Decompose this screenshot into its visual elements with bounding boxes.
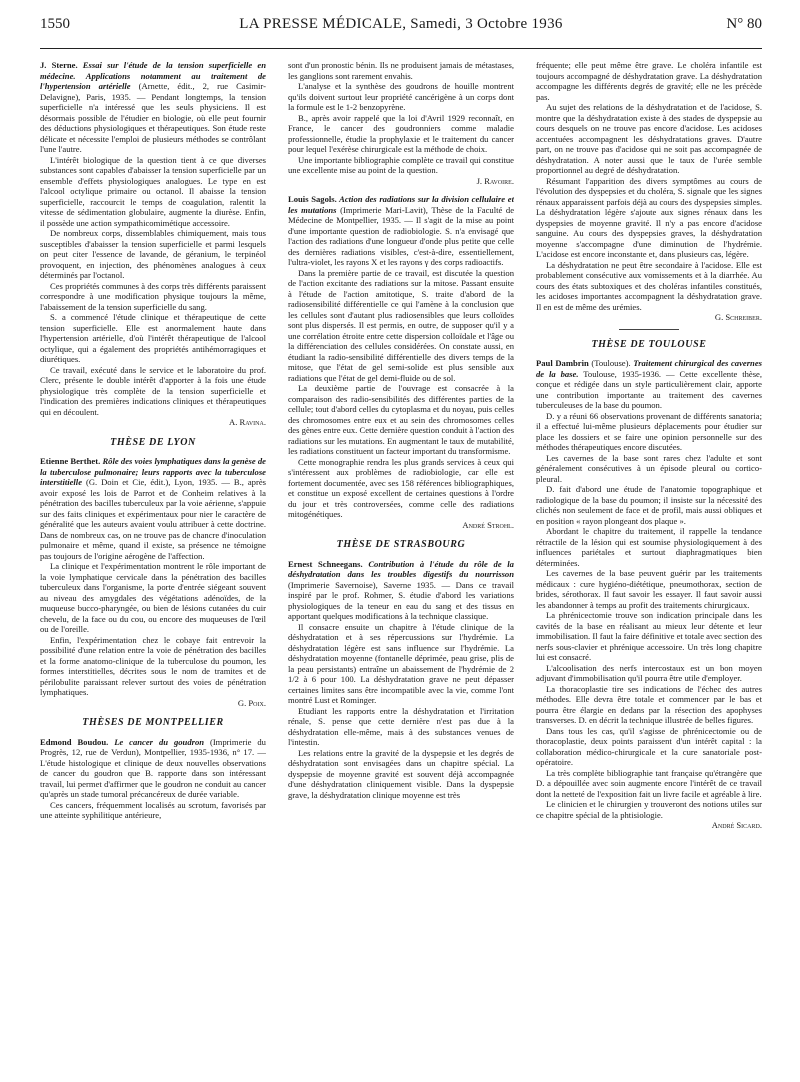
paragraph: Les relations entre la gravité de la dyspepsie et les degrés de déshydratation sont envisagées dans un chapitre spécial. La dyspepsie de moyenne gravité est souvent déjà accompagnée d'une déshydratation cliniquement visible. Dans la dyspepsie grave, la déshydratation clinique moyenne est très [288, 747, 514, 800]
paragraph: L'analyse et la synthèse des goudrons de houille montrent qu'ils doivent surtout leur propriété cancérigène à un corps dont la formule est le 1-2 benzopyrène. [288, 81, 514, 112]
entry-place: (Toulouse). [591, 358, 631, 368]
entry-title: Traitement chirurgical des cavernes de la base. [536, 358, 762, 379]
entry-reference: (Imprimerie du Progrès, 12, rue de Verdun), Montpellier, 1935-1936, n° 17. — L'étude histologique et clinique de deux nouvelles observations de cancer du goudron que B. rapporte dans son intéressant travail, lui permet d'affirmer que le goudron ne conduit au cancer qu'après un stade tumoral précancéreux de durée variable. [40, 736, 266, 799]
entry-author: J. Sterne. [40, 60, 78, 70]
review-entry [536, 358, 762, 411]
page-header [40, 14, 762, 49]
paragraph: L'alcoolisation des nerfs intercostaux est un bon moyen adjuvant d'immobilisation qu'il pourra être utile d'employer. [536, 662, 762, 683]
section-heading-lyon: THÈSE DE LYON [110, 436, 196, 448]
paragraph: Ce travail, exécuté dans le service et le laboratoire du prof. Clerc, présente le double intérêt d'apporter à la fois une étude physiologique très complète de la tension superficielle et l'indication des premières indications cliniques et thérapeutiques qui en découlent. [40, 364, 266, 417]
section-heading-strasbourg: THÈSE DE STRASBOURG [336, 539, 466, 550]
entry-title: Le cancer du goudron [114, 736, 205, 747]
entry-title: Action des radiations sur la division cellulaire et les mutations [288, 194, 514, 215]
section-heading-toulouse: THÈSE DE TOULOUSE [591, 338, 707, 350]
review-entry [288, 194, 514, 268]
paragraph: Au sujet des relations de la déshydratation et de l'acidose, S. montre que la déshydratation existe à des stades de dyspepsie au cours desquels on ne trouve pas encore d'acidose. Les acidoses accentuées accompagnent les déshydratations graves. D'autre part, on ne trouve pas d'acidose qui ne soit pas accompagnée de déshydratation. A noter aussi que le taux de l'urée semble proportionnel au degré de déshydratation. [536, 102, 762, 175]
paragraph: Les cavernes de la base peuvent guérir par les traitements médicaux : cure hygiéno-diététique, pneumothorax, section de brides, sérothorax. Il faut savoir les essayer. Il faut savoir aussi les abandonner à temps au profit des traitements chirurgicaux. [536, 568, 762, 610]
journal-title: LA PRESSE MÉDICALE, Samedi, 3 Octobre 1936 [239, 16, 563, 32]
entry-title: Essai sur l'étude de la tension superficielle en médecine. Applications notamment au traitement de l'hypertension artérielle [40, 60, 266, 91]
entry-author: Edmond Boudou. [40, 736, 109, 747]
paragraph: Enfin, l'expérimentation chez le cobaye fait entrevoir la possibilité d'une relation entre la voie de pénétration des bacilles et la forme anatomo-clinique de la tuberculose du poumon, les formes interstitielles, décrites sous le nom de tramites et de périlobulite paraissant relever surtout des voies de pénétration lymphatiques. [40, 634, 266, 697]
page-number: 1550 [40, 16, 70, 32]
article-columns [40, 60, 762, 1070]
entry-reference: (Imprimerie Mari-Lavit), Thèse de la Faculté de Médecine de Montpellier, 1935. — Il s'agit de la mise au point d'une importante question de radiobiologie. S. n'a envisagé que l'action des radiations d'une longueur d'onde plus petite que celle des dernières radiations visibles, c'est-à-dire, essentiellement, l'ultra-violet, les rayons X et les rayons γ des corps radioactifs. [288, 204, 514, 267]
entry-title: Contribution à l'étude du rôle de la déshydratation dans les troubles digestifs du nourrisson [288, 558, 514, 579]
review-entry [40, 60, 266, 155]
paragraph: Dans la première partie de ce travail, est discutée la question de l'action excitante des radiations sur la mitose. Passant ensuite à l'étude de l'action amitotique, S. traite d'abord de la radiosensibilité différentielle ce qui l'amène à la conclusion que les cellules sont d'autant plus radiosensibles que leurs colloïdes sont plus dispersés. Il est permis, en outre, de supposer qu'il y a une corrélation étroite entre cette dispersion colloïdale et l'âge ou la différenciation des cellules considérées. On constate aussi, en étudiant la radio-sensibilité différentielle des divers temps de la mitose, que l'état de gel semi-solide est plus sensible aux radiations que l'état de gel demi-fluide ou de sol. [288, 267, 514, 383]
section-divider [619, 329, 679, 330]
entry-reference: (Arnette, édit., 2, rue Casimir-Delavigne), Paris, 1935. — Pendant longtemps, la tension superficielle n'a intéressé que les seuls physiciens. Il est désormais possible de l'étudier en biologie, où elle peut fournir des déductions physiologiques et thérapeutiques. Son étude reste délicate et nécessite l'emploi de plusieurs méthodes se contrôlant l'une l'autre. [40, 81, 266, 154]
column-2 [288, 60, 514, 1070]
reviewer-signature: G. Schreiber. [714, 312, 762, 322]
entry-author: Paul Dambrin [536, 358, 589, 368]
paragraph: Une importante bibliographie complète ce travail qui constitue une excellente mise au point de la question. [288, 154, 514, 175]
paragraph: Etudiant les rapports entre la déshydratation et l'irritation rénale, S. pense que cette dernière n'est pas due à la déshydratation elle-même, mais à des substances venues de l'intestin. [288, 705, 514, 747]
review-entry [288, 559, 514, 622]
entry-reference: Toulouse, 1935-1936. — Cette excellente thèse, conçue et rédigée dans un style particulièrement clair, apporte une contribution importante au traitement des cavernes tuberculeuses de la base du poumon. [536, 368, 762, 410]
entry-title: Rôle des voies lymphatiques dans la genèse de la tuberculose pulmonaire; leurs rapports avec la tuberculose interstitielle [40, 456, 266, 487]
review-entry [40, 456, 266, 561]
paragraph: Le clinicien et le chirurgien y trouveront des notions utiles sur ce chapitre spécial de la phtisiologie. [536, 799, 762, 820]
paragraph: Ces cancers, fréquemment localisés au scrotum, favorisés par une atteinte syphilitique antérieure, [40, 799, 266, 820]
section-heading-montpellier: THÈSES DE MONTPELLIER [82, 717, 224, 728]
paragraph: Ces propriétés communes à des corps très différents paraissent correspondre à une modification physique toujours la même, l'abaissement de la tension superficielle du sang. [40, 280, 266, 312]
paragraph: La thoracoplastie tire ses indications de l'échec des autres méthodes. Elle devra être totale et commencer par le bas et pourra être élargie en dedans par la résection des apophyses transverses. D. en décrit la technique illustrée de belles figures. [536, 683, 762, 725]
entry-reference: (Imprimerie Savernoise), Saverne 1935. — Dans ce travail inspiré par le prof. Rohmer, S. étudie d'abord les variations physiologiques de la teneur en eau du sang et des tissus en apportant quelques modifications à la technique classique. [288, 579, 514, 621]
issue-number: N° 80 [726, 16, 762, 32]
paragraph: La clinique et l'expérimentation montrent le rôle important de la voie lymphatique cervicale dans la pénétration des bacilles tuberculeux dans l'organisme, la porte d'entrée siégeant souvent au niveau des amygdales des végétations adénoïdes, de la muqueuse bucco-pharyngée, ou bien de lésions cutanées du cuir chevelu, de la face ou du cou, ou encore des muqueuses de l'œil ou de l'oreille. [40, 561, 266, 634]
entry-reference: (G. Doin et Cie, édit.), Lyon, 1935. — B., après avoir exposé les lois de Parrot et de Conheim relatives à la pénétration des bacilles tuberculeux par la voie aérienne, s'appuie sur des faits cliniques et expérimentaux pour nier le caractère de généralité que les auteurs avaient voulu attribuer à cette doctrine. Dans de nombreux cas, on ne trouve pas de chancre d'inoculation pulmonaire et même, quand il existe, sa présence ne témoigne pas toujours de l'origine aérogène de l'affection. [40, 477, 266, 561]
column-3 [536, 60, 762, 1070]
paragraph: Dans tous les cas, qu'il s'agisse de phrénicectomie ou de thoracoplastie, deux points paraissent d'un intérêt capital : la collaboration médico-chirurgicale et la cure sanatoriale post-opératoire. [536, 725, 762, 767]
entry-heading [288, 559, 514, 580]
paragraph: La phrénicectomie trouve son indication principale dans les cavités de la base en réalisant au mieux leur détente et leur immobilisation. Il faut la faire définitive et totale avec section des nerfs sous-clavier et phrénique accessoire. Un très long chapitre lui est consacré. [536, 610, 762, 662]
entry-author: Ernest Schneegans. [288, 558, 363, 569]
paragraph: Résumant l'apparition des divers symptômes au cours de l'évolution des dyspepsies et du choléra, S. signale que les signes rénaux apparaissent parfois déjà au cours des dyspepsies simples. La déshydratation légère s'ajoute aux signes rénaux dans les dyspepsies de moyenne gravité. Il n'y a pas encore d'acidose sanguine. Au cours des dyspepsies graves, la déshydratation moyenne s'accompagne d'une diminution de l'hydrémie. L'acidose est encore inconstante et, dans plusieurs cas, légère. [536, 175, 762, 259]
paragraph: sont d'un pronostic bénin. Ils ne produisent jamais de métastases, les ganglions sont rarement envahis. [288, 60, 514, 81]
entry-heading [40, 737, 204, 747]
column-1 [40, 60, 266, 1070]
paragraph: La deuxième partie de l'ouvrage est consacrée à la comparaison des radio-sensibilités des différentes parties de la cellule; tout d'abord celles du cytoplasma et du noyau, puis celles des chromosomes entre eux et au sein des chromosomes celles des gènes entre eux. Cette dernière question conduit à l'action des radiations sur les mutations. En augmentant le taux de mutabilité, les radiations constituent un facteur important du transformisme. [288, 383, 514, 456]
paragraph: La très complète bibliographie tant française qu'étrangère que D. a dépouillée avec soin augmente encore l'intérêt de ce travail dont la netteté de l'exposition fait un livre facile et agréable à lire. [536, 767, 762, 799]
paragraph: fréquente; elle peut même être grave. Le choléra infantile est toujours accompagné de déshydratation grave. La déshydratation accompagne les différents degrés de gravité; elle ne les précède pas. [536, 60, 762, 102]
entry-author: Louis Sagols. [288, 194, 337, 204]
paragraph: D. y a réuni 66 observations provenant de différents sanatoria; il a effectué lui-même plusieurs déplacements pour étudier sur place les dossiers et se faire une opinion personnelle sur des méthodes thérapeutiques encore discutées. [536, 410, 762, 452]
reviewer-signature: André Strohl. [462, 519, 514, 530]
paragraph: Il consacre ensuite un chapitre à l'étude clinique de la déshydratation et à ses répercussions sur l'hydrémie. La déshydratation légère est sans influence sur l'hydrémie. La déshydratation moyenne (fontanelle déprimée, peau grise, plis de la peau persistants) entraîne un abaissement de l'hydrémie de 2 1/2 à 6 pour 100. La déshydratation grave ne peut dépasser certaines limites sans être incompatible avec la vie, comme l'ont montré Lust et Rominger. [288, 621, 514, 705]
paragraph: De nombreux corps, dissemblables chimiquement, mais tous susceptibles d'abaisser la tension superficielle et parmi lesquels on peut citer l'essence de lavande, de géranium, le terpinéol provoquent, en injection, des phénomènes analogues à ceux déterminés par l'octanol. [40, 228, 266, 280]
reviewer-signature: André Sicard. [711, 820, 762, 830]
reviewer-signature: G. Poix. [237, 697, 266, 708]
paragraph: S. a commencé l'étude clinique et thérapeutique de cette tension superficielle. Elle est anormalement haute dans l'hypertension artérielle, d'où l'intérêt thérapeutique de l'alcool octylique, qui a également des propriétés antihémorragiques et diurétiques. [40, 312, 266, 364]
paragraph: Les cavernes de la base sont rares chez l'adulte et sont généralement consécutives à un épisode pleural ou cortico-pleural. [536, 452, 762, 484]
reviewer-signature: J. Ravoire. [476, 175, 514, 186]
paragraph: L'intérêt biologique de la question tient à ce que diverses substances sont capables d'abaisser la tension superficielle par un ensemble d'effets physiologiques analogues. Le type en est l'alcool octylique primaire ou octanol. Il abaisse la tension superficielle, raccourcit le temps de coagulation, ralentit la vitesse de sédimentation globulaire, augmente la diurèse. Enfin, il possède une action sympathicomimétique accessoire. [40, 154, 266, 228]
paragraph: Cette monographie rendra les plus grands services à ceux qui s'intéressent aux problèmes de radiobiologie, car elle est fortement documentée, avec ses 158 références bibliographiques, et constitue un exposé excellent de certaines questions à l'ordre du jour et très controversées, comme celle des radiations mitogénétiques. [288, 456, 514, 519]
paragraph: La déshydratation ne peut être secondaire à l'acidose. Elle est probablement consécutive aux vomissements et à la diarrhée. Au cours des états subtoxiques et des choléras infantiles constitués, les acidoses importantes accompagnent la déshydratation grave. Il en est de même des urémies. [536, 259, 762, 312]
review-entry [40, 737, 266, 800]
entry-author: Etienne Berthet. [40, 456, 101, 466]
paragraph: D. fait d'abord une étude de l'anatomie topographique et radiologique de la base du poumon; il insiste sur la nécessité des clichés non seulement de face et de profil, mais aussi obliques et en position « rayon plongeant dos plaque ». [536, 484, 762, 526]
paragraph: B., après avoir rappelé que la loi d'Avril 1929 reconnaît, en France, le cancer des goudronniers comme maladie professionnelle, étudie la prophylaxie et le traitement du cancer pour lequel l'exérèse chirurgicale est la méthode de choix. [288, 112, 514, 154]
paragraph: Abordant le chapitre du traitement, il rappelle la tendance rétractile de la lésion qui est soumise physiologiquement à des influences pariétales et surtout diaphragmatiques bien déterminées. [536, 526, 762, 568]
reviewer-signature: A. Ravina. [229, 417, 266, 427]
